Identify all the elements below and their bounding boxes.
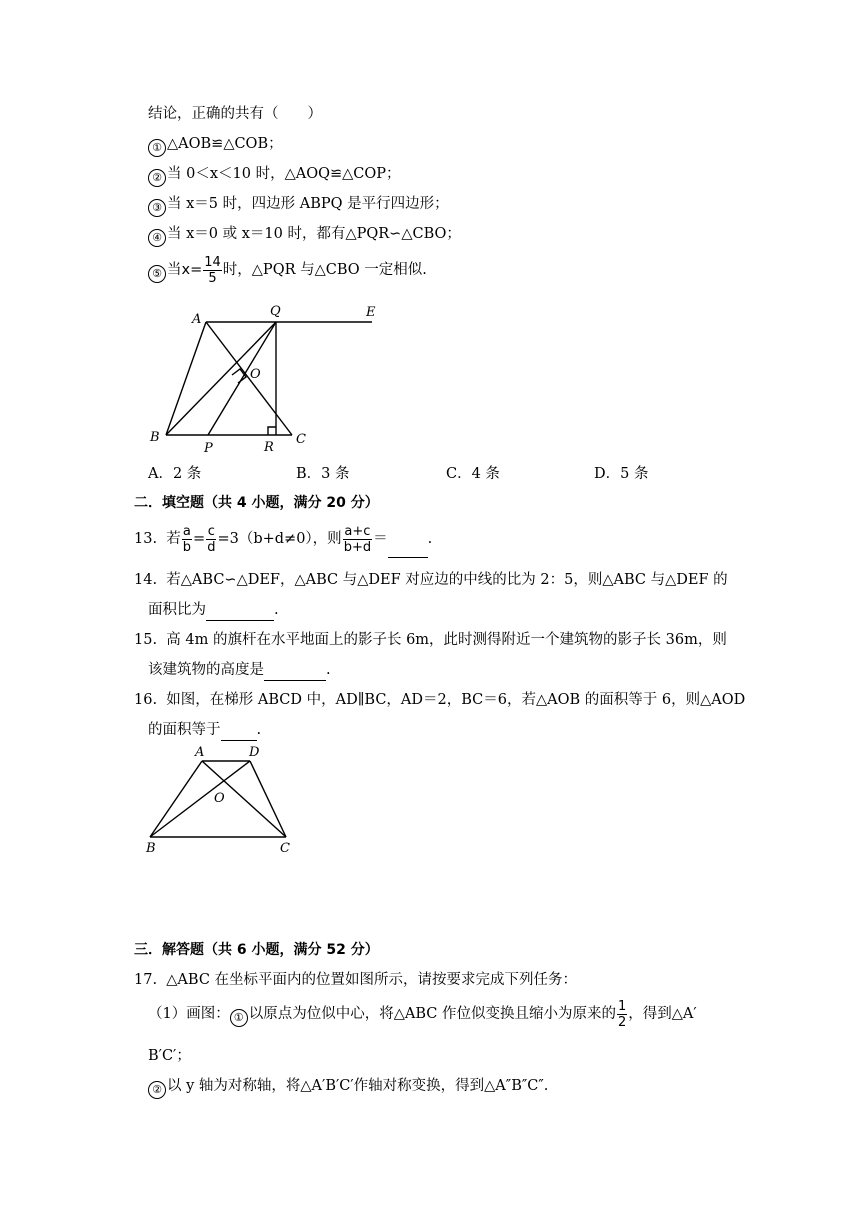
q17-text: ，得到△A′	[628, 1006, 697, 1022]
variable-x: x=	[181, 262, 203, 278]
period: .	[256, 722, 262, 738]
question-number: 13.	[134, 531, 158, 547]
answer-blank[interactable]	[206, 600, 274, 621]
fraction-one-half	[617, 999, 627, 1030]
option-a: A．2 条	[148, 466, 202, 482]
denominator: 2	[617, 1014, 627, 1030]
period: .	[427, 531, 433, 547]
q16-line1	[134, 690, 745, 710]
item-text: 当 x＝0 或 x＝10 时，都有△PQR∽△CBO；	[167, 226, 461, 242]
denominator: d	[207, 539, 216, 555]
option-c: C．4 条	[446, 466, 500, 482]
q17-sub2	[148, 1076, 548, 1099]
q16-text: 如图，在梯形 ABCD 中，AD∥BC，AD＝2，BC＝6，若△AOB 的面积等于 6，则△AOD	[166, 692, 746, 708]
q17-text: 以 y 轴为对称轴，将△A′B′C′作轴对称变换，得到△A″B″C″.	[167, 1078, 549, 1094]
label-Q: Q	[270, 304, 281, 319]
circled-number: ①	[148, 139, 166, 157]
item-text: 当 0＜x＜10 时，△AOQ≌△COP；	[167, 166, 401, 182]
q17-text: （1）画图：	[148, 1006, 230, 1022]
q14-line1	[134, 570, 728, 590]
q14-line2	[148, 600, 279, 621]
question-number: 15.	[134, 632, 158, 648]
q16-trapezoid-figure	[140, 742, 310, 858]
numerator: 1	[617, 998, 627, 1014]
q13-text: =3（b+d≠0），则	[217, 531, 342, 547]
circled-number: ②	[148, 169, 166, 187]
q17-line1	[134, 970, 577, 990]
numerator: a+c	[344, 523, 371, 539]
section-2-title: 二．填空题（共 4 小题，满分 20 分）	[134, 495, 379, 511]
circled-number: ①	[230, 1009, 248, 1027]
fraction-c-d	[206, 524, 216, 555]
label-D: D	[249, 745, 260, 760]
q13-text: ＝	[373, 531, 388, 547]
question-number: 17.	[134, 972, 158, 988]
option-b: B．3 条	[296, 466, 350, 482]
circled-number: ④	[148, 229, 166, 247]
answer-blank[interactable]	[264, 660, 326, 681]
label-P: P	[204, 441, 213, 456]
numerator: 14	[204, 254, 221, 270]
q12-item-1	[148, 134, 283, 157]
label-B: B	[146, 841, 156, 856]
question-number: 14.	[134, 572, 158, 588]
option-d: D．5 条	[594, 466, 649, 482]
fraction-sum	[343, 524, 372, 555]
item-text: 时，△PQR 与△CBO 一定相似.	[222, 262, 427, 278]
q16-line2	[148, 720, 261, 741]
q13	[134, 521, 432, 558]
q12-item-5	[148, 252, 427, 288]
equals: =	[193, 531, 206, 547]
label-C: C	[296, 432, 306, 447]
circled-number: ③	[148, 199, 166, 217]
circled-number: ⑤	[148, 265, 166, 283]
q12-stem: 结论，正确的共有（ ）	[148, 106, 322, 122]
label-C: C	[280, 841, 290, 856]
q17-text: △ABC 在坐标平面内的位置如图所示，请按要求完成下列任务：	[166, 972, 578, 988]
item-text: 当 x＝5 时，四边形 ABPQ 是平行四边形；	[167, 196, 449, 212]
denominator: b	[182, 539, 192, 555]
label-O: O	[250, 367, 261, 382]
question-number: 16.	[134, 692, 158, 708]
circled-number: ②	[148, 1081, 166, 1099]
q12-geometry-figure	[140, 298, 390, 458]
q12-item-2	[148, 164, 401, 187]
q15-text: 高 4m 的旗杆在水平地面上的影子长 6m，此时测得附近一个建筑物的影子长 36m，则	[166, 632, 727, 648]
numerator: c	[207, 523, 215, 539]
label-R: R	[264, 440, 274, 455]
answer-blank[interactable]	[221, 720, 257, 741]
item-text: △AOB≌△COB；	[167, 136, 283, 152]
denominator: 5	[208, 270, 217, 286]
label-A: A	[192, 312, 202, 327]
q12-item-3	[148, 194, 449, 217]
numerator: a	[182, 523, 191, 539]
q14-text: 若△ABC∽△DEF，△ABC 与△DEF 对应边的中线的比为 2：5，则△ABC 与△DEF 的	[166, 572, 728, 588]
q17-text: 以原点为位似中心，将△ABC 作位似变换且缩小为原来的	[248, 1006, 616, 1022]
label-A: A	[195, 745, 205, 760]
q15-line2	[148, 660, 331, 681]
section-3-title: 三．解答题（共 6 小题，满分 52 分）	[134, 942, 379, 958]
period: .	[274, 602, 279, 618]
fraction	[203, 255, 222, 286]
item-text: 当	[167, 262, 182, 278]
q15-line1	[134, 630, 727, 650]
q13-text: 若	[166, 531, 181, 547]
label-O: O	[214, 791, 225, 806]
period: .	[326, 662, 331, 678]
denominator: b+d	[343, 539, 372, 555]
answer-blank[interactable]	[388, 521, 428, 558]
q14-text: 面积比为	[148, 602, 206, 618]
q12-item-4	[148, 224, 461, 247]
label-E: E	[366, 305, 376, 320]
q17-sub1	[148, 996, 697, 1032]
q15-text: 该建筑物的高度是	[148, 662, 264, 678]
q17-sub1-cont: B′C′；	[148, 1048, 191, 1064]
q16-text: 的面积等于	[148, 722, 221, 738]
label-B: B	[150, 430, 160, 445]
fraction-a-b	[182, 524, 192, 555]
